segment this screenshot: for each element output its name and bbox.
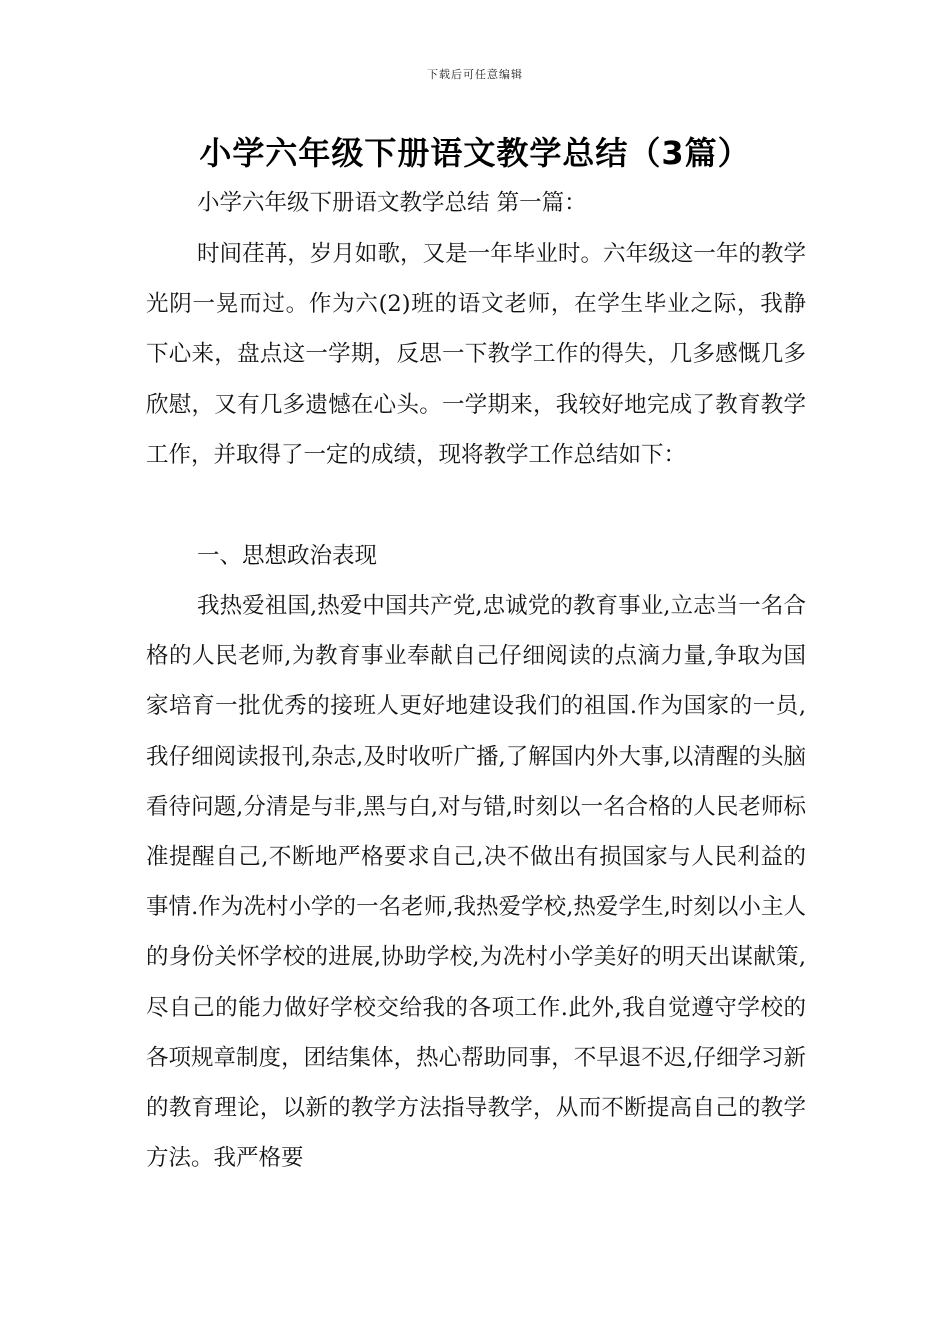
- document-title: 小学六年级下册语文教学总结（3篇）: [199, 134, 751, 172]
- paragraph-intro: 时间荏苒，岁月如歌，又是一年毕业时。六年级这一年的教学光阴一晃而过。作为六(2)班的语文老师，在学生毕业之际，我静下心来，盘点这一学期，反思一下教学工作的得失，几多感慨几多欣慰，又有几多遗憾在心头。一学期来，我较好地完成了教育教学工作，并取得了一定的成绩，现将教学工作总结如下：: [146, 241, 806, 468]
- paragraph-political: 我热爱祖国,热爱中国共产党,忠诚党的教育事业,立志当一名合格的人民老师,为教育事业奉献自己仔细阅读的点滴力量,争取为国家培育一批优秀的接班人更好地建设我们的祖国.作为国家的一员,我仔细阅读报刊,杂志,及时收听广播,了解国内外大事,以清醒的头脑看待问题,分清是与非,黑与白,对与错,时刻以一名合格的人民老师标准提醒自己,不断地严格要求自己,决不做出有损国家与人民利益的事情.作为冼村小学的一名老师,我热爱学校,热爱学生,时刻以小主人的身份关怀学校的进展,协助学校,为冼村小学美好的明天出谋献策,尽自己的能力做好学校交给我的各项工作.此外,我自觉遵守学校的各项规章制度，团结集体，热心帮助同事，不早退不迟,仔细学习新的教育理论，以新的教学方法指导教学，从而不断提高自己的教学方法。我严格要: [146, 593, 806, 1172]
- document-subtitle: 小学六年级下册语文教学总结 第一篇：: [197, 190, 587, 216]
- section-heading: 一、思想政治表现: [197, 543, 378, 569]
- header-note: 下载后可任意编辑: [427, 68, 523, 81]
